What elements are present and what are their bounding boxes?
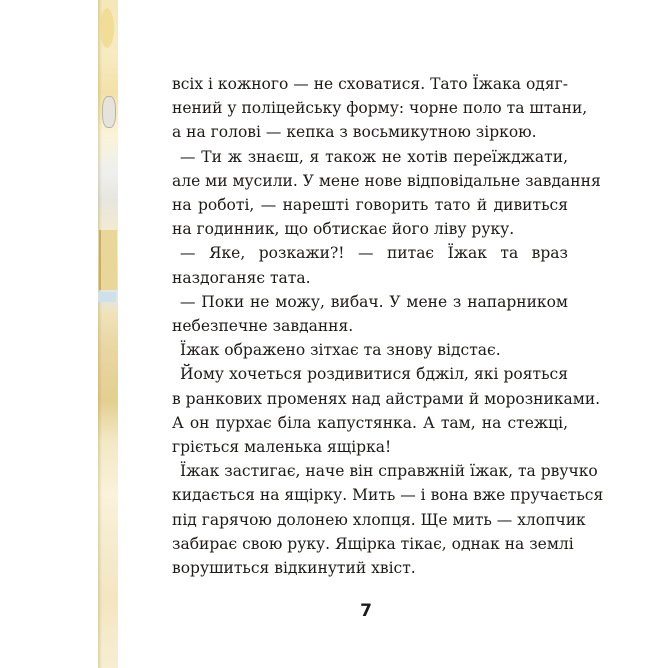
text-line: гріється маленька ящірка! (172, 438, 392, 457)
paragraph (172, 362, 601, 459)
spine-shadow (98, 0, 102, 668)
text-line: ворушиться відкинутий хвіст. (172, 559, 416, 578)
text-line: на роботі, — нарешті говорить тато й дивиться (172, 196, 568, 215)
text-line: А он пурхає біла капустянка. А там, на стежці, (172, 413, 568, 432)
text-line: наздоганяє тата. (172, 268, 311, 287)
text-line: а на голові — кепка з восьмикутною зіркою. (172, 123, 537, 142)
paragraph (172, 290, 568, 338)
paragraph (172, 72, 588, 145)
text-line: в ранкових променях над айстрами й морозниками. (172, 389, 601, 408)
text-line: нений у поліцейську форму: чорне поло та штани, (172, 99, 588, 118)
illustration-fragment (100, 8, 114, 48)
text-line: Йому хочеться роздивитися бджіл, які рояться (180, 365, 568, 384)
adjacent-page-illustration (98, 0, 118, 668)
page-number: 7 (360, 601, 372, 621)
text-line: кидається на ящірку. Мить — і вона вже пручається (172, 486, 604, 505)
text-line: небезпечне завдання. (172, 317, 354, 336)
illustration-fragment (99, 230, 117, 290)
illustration-fragment (102, 96, 116, 128)
text-line: під гарячою долонею хлопця. Ще мить — хлопчик (172, 510, 586, 529)
text-line: — Поки не можу, вибач. У мене з напарником (180, 292, 568, 311)
text-line: Їжак застигає, наче він справжній їжак, та рвучко (180, 462, 598, 481)
text-line: — Яке, розкажи?! — питає Їжак та враз (180, 244, 568, 263)
text-line: на годинник, що обтискає його ліву руку. (172, 220, 515, 239)
text-line: Їжак ображено зітхає та знову відстає. (180, 341, 501, 360)
text-line: — Ти ж знаєш, я також не хотів переїжджати, (180, 147, 568, 166)
text-line: всіх і кожного — не сховатися. Тато Їжака одяг- (172, 75, 568, 93)
paragraph (172, 459, 604, 580)
text-line: але ми мусили. У мене нове відповідальне завдання (172, 171, 601, 190)
paragraph (172, 338, 568, 362)
illustration-fragment (98, 292, 116, 302)
text-line: забирає свою руку. Ящірка тікає, однак на землі (172, 534, 574, 553)
paragraph (172, 241, 568, 289)
body-text (172, 72, 604, 580)
paragraph (172, 145, 601, 242)
